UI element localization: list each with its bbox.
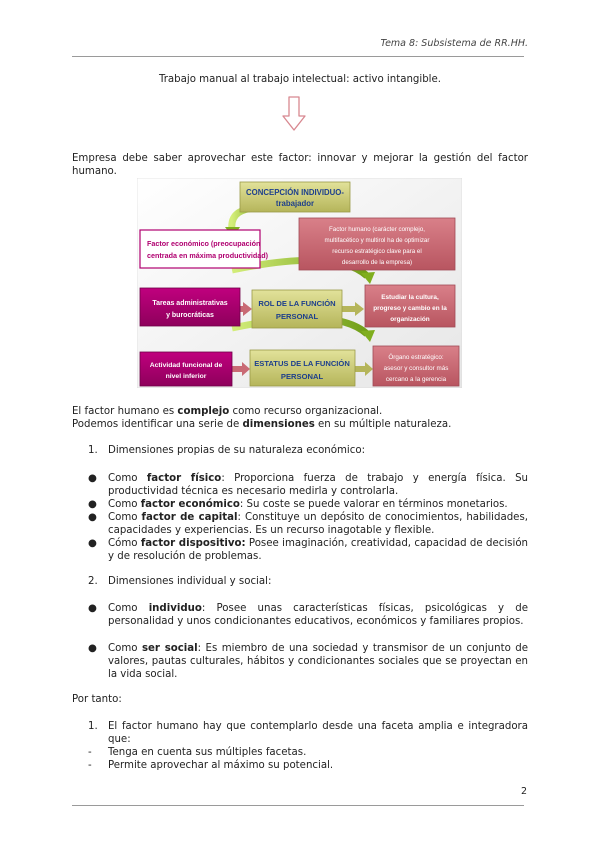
box-actividad (140, 352, 232, 386)
footer-rule (72, 805, 524, 806)
section-title: Dimensiones propias de su naturaleza económico: (108, 445, 366, 456)
paragraph-complejo: El factor humano es complejo como recurso organizacional. Podemos identificar una serie de dimensiones en su múltiple naturaleza. (72, 406, 452, 430)
box-factor-humano-line: desarrollo de la empresa) (341, 259, 413, 266)
list-item: Como factor económico: Su coste se puede valorar en términos monetarios. (108, 499, 508, 510)
down-arrow-icon (282, 96, 306, 132)
por-tanto-label: Por tanto: (72, 694, 122, 705)
box-rol-line: ROL DE LA FUNCIÓN (258, 299, 336, 308)
page-number: 2 (520, 786, 527, 797)
box-rol (252, 290, 342, 328)
box-estudiar-line: organización (390, 316, 430, 323)
bold-term: complejo (177, 406, 230, 417)
box-tareas (140, 288, 240, 326)
box-organo-line: Órgano estratégico: (388, 354, 444, 361)
box-actividad-line: Actividad funcional de (149, 362, 223, 369)
box-concepcion-line: CONCEPCIÓN INDIVIDUO- (246, 188, 344, 197)
box-estudiar-line: progreso y cambio en la (373, 305, 447, 312)
bold-term: dimensiones (242, 419, 315, 430)
box-tareas-line: Tareas administrativas (152, 300, 228, 307)
conclusion-text: El factor humano hay que contemplarlo desde una faceta amplia e integradora que: (108, 721, 528, 745)
box-organo-line: asesor y consultor más (383, 365, 449, 372)
box-factor-economico (140, 230, 260, 268)
box-factor-economico-line: centrada en máxima productividad) (147, 251, 269, 260)
list-number: 1. (88, 721, 98, 732)
box-factor-humano-line: recurso estratégico clave para el (332, 248, 422, 255)
list-number: 2. (88, 576, 98, 587)
dash-item: Tenga en cuenta sus múltiples facetas. (108, 747, 307, 758)
dash-marker: - (88, 747, 92, 758)
list-item: Como ser social: Es miembro de una sociedad y transmisor de un conjunto de valores, pautas culturales, hábitos y condicionantes sociales que se proyectan en la vida social. (108, 643, 528, 680)
list-item: Como factor de capital: Constituye un depósito de conocimientos, habilidades, capacidades y experiencias. Es un recurso inagotable y flexible. (108, 512, 528, 536)
box-concepcion-line: trabajador (275, 199, 315, 208)
running-header: Tema 8: Subsistema de RR.HH. (380, 38, 528, 49)
list-item: Como factor físico: Proporciona fuerza de trabajo y energía física. Su productividad técnica es necesario medirla y controlarla. (108, 473, 528, 497)
list-number: 1. (88, 445, 98, 456)
subtitle: Trabajo manual al trabajo intelectual: activo intangible. (159, 74, 441, 85)
box-actividad-line: nivel inferior (165, 373, 207, 380)
dash-marker: - (88, 760, 92, 771)
bullet-icon: ● (88, 473, 97, 484)
list-item: Como individuo: Posee unas características físicas, psicológicas y de personalidad y unos condicionantes educativos, económicos y familiares propios. (108, 603, 528, 627)
header-rule (72, 56, 524, 57)
box-estatus-line: PERSONAL (280, 372, 324, 381)
box-estatus-line: ESTATUS DE LA FUNCIÓN (254, 359, 350, 368)
list-item: Cómo factor dispositivo: Posee imaginación, creatividad, capacidad de decisión y de resolución de problemas. (108, 538, 529, 562)
concepcion-diagram (137, 178, 462, 388)
bullet-icon: ● (88, 499, 97, 510)
bullet-icon: ● (88, 643, 97, 654)
dash-item: Permite aprovechar al máximo su potencial. (108, 760, 334, 771)
bullet-icon: ● (88, 603, 97, 614)
box-factor-humano-line: Factor humano (carácter complejo, (329, 226, 425, 233)
box-organo-line: cercano a la gerencia (385, 376, 447, 383)
box-factor-humano-line: multifacético y multirol ha de optimizar (324, 237, 430, 244)
bullet-icon: ● (88, 512, 97, 523)
box-factor-economico-line: Factor económico (preocupación (147, 239, 261, 248)
box-estudiar-line: Estudiar la cultura, (381, 294, 439, 301)
box-tareas-line: y burocráticas (166, 312, 214, 319)
section-title: Dimensiones individual y social: (108, 576, 272, 587)
box-rol-line: PERSONAL (275, 312, 319, 321)
paragraph-factor-humano: Empresa debe saber aprovechar este factor: innovar y mejorar la gestión del factor humano. (72, 153, 528, 177)
bullet-icon: ● (88, 538, 97, 549)
